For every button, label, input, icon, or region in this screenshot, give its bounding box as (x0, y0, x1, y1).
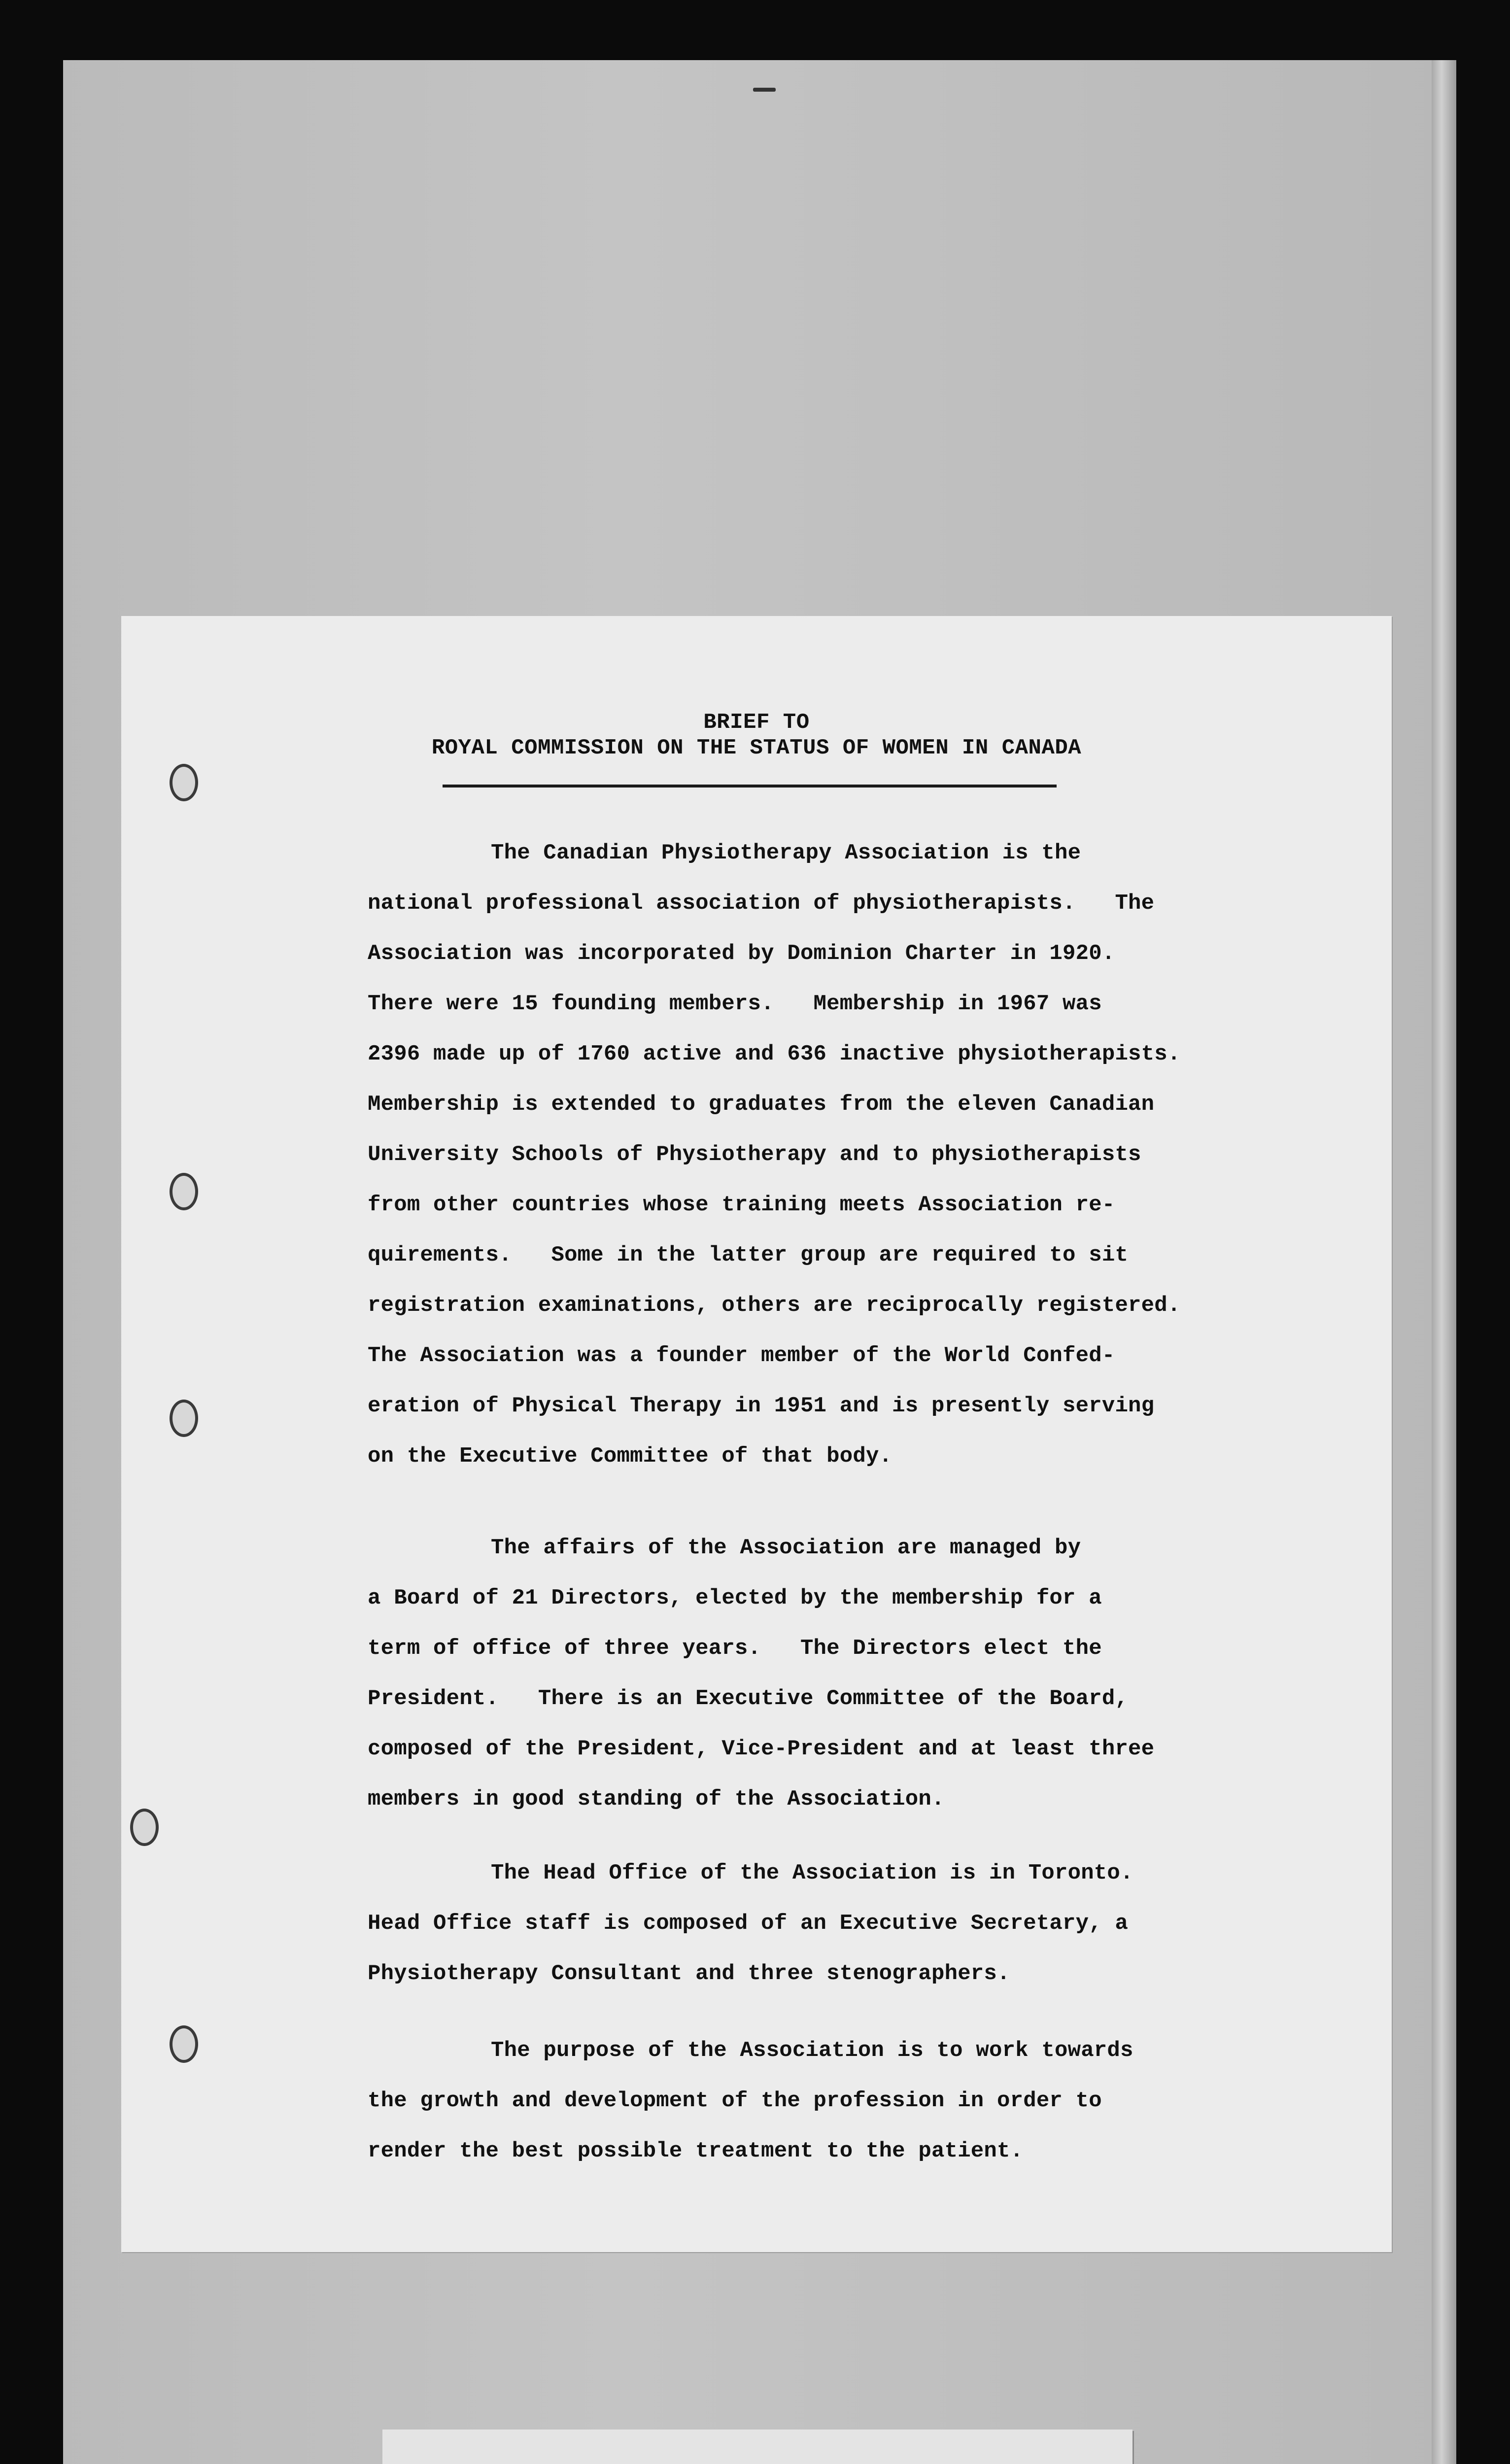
text-line: from other countries whose training meets Association re- (368, 1193, 1115, 1217)
text-line: The Canadian Physiotherapy Association is the (491, 841, 1081, 865)
text-line: a Board of 21 Directors, elected by the membership for a (368, 1586, 1102, 1610)
text-line: Physiotherapy Consultant and three stenographers. (368, 1961, 1010, 1986)
text-line: quirements. Some in the latter group are required to sit (368, 1243, 1129, 1267)
title-line-1: BRIEF TO (703, 710, 810, 735)
text-line: The Association was a founder member of the World Confed- (368, 1343, 1115, 1368)
paragraph-4 (368, 2025, 1304, 2176)
text-line: render the best possible treatment to the patient. (368, 2139, 1024, 2163)
title-line-2: ROYAL COMMISSION ON THE STATUS OF WOMEN IN CANADA (431, 736, 1082, 760)
text-line: Membership is extended to graduates from the eleven Canadian (368, 1092, 1155, 1117)
document-title (121, 710, 1392, 761)
title-underline (443, 785, 1057, 787)
text-line: University Schools of Physiotherapy and to physiotherapists (368, 1142, 1141, 1167)
top-mark (753, 88, 776, 92)
paragraph-2 (368, 1523, 1304, 1824)
text-line: The Head Office of the Association is in Toronto. (491, 1861, 1133, 1885)
letter-page (121, 616, 1392, 2252)
text-line: term of office of three years. The Directors elect the (368, 1636, 1102, 1661)
paragraph-3 (368, 1848, 1304, 1999)
backing-sheet-edge (1432, 60, 1456, 2464)
text-line: There were 15 founding members. Membership in 1967 was (368, 992, 1102, 1016)
text-line: President. There is an Executive Committee of the Board, (368, 1686, 1129, 1711)
text-line: Head Office staff is composed of an Executive Secretary, a (368, 1911, 1129, 1936)
text-line: composed of the President, Vice-President and at least three (368, 1737, 1155, 1761)
archive-label-text (403, 2444, 1080, 2464)
paragraph-1 (368, 828, 1304, 1481)
text-line: national professional association of physiotherapists. The (368, 891, 1155, 916)
text-line: 2396 made up of 1760 active and 636 inactive physiotherapists. (368, 1042, 1181, 1066)
text-line: The purpose of the Association is to work towards (491, 2038, 1133, 2063)
text-line: registration examinations, others are reciprocally registered. (368, 1293, 1181, 1318)
text-line: the growth and development of the profession in order to (368, 2088, 1102, 2113)
text-line: eration of Physical Therapy in 1951 and is presently serving (368, 1394, 1155, 1418)
text-line: on the Executive Committee of that body. (368, 1444, 892, 1469)
letter-text (121, 616, 1392, 2252)
text-line: Association was incorporated by Dominion Charter in 1920. (368, 941, 1115, 966)
archive-label (382, 2430, 1132, 2464)
text-line: members in good standing of the Association. (368, 1787, 945, 1812)
text-line: The affairs of the Association are managed by (491, 1536, 1081, 1560)
